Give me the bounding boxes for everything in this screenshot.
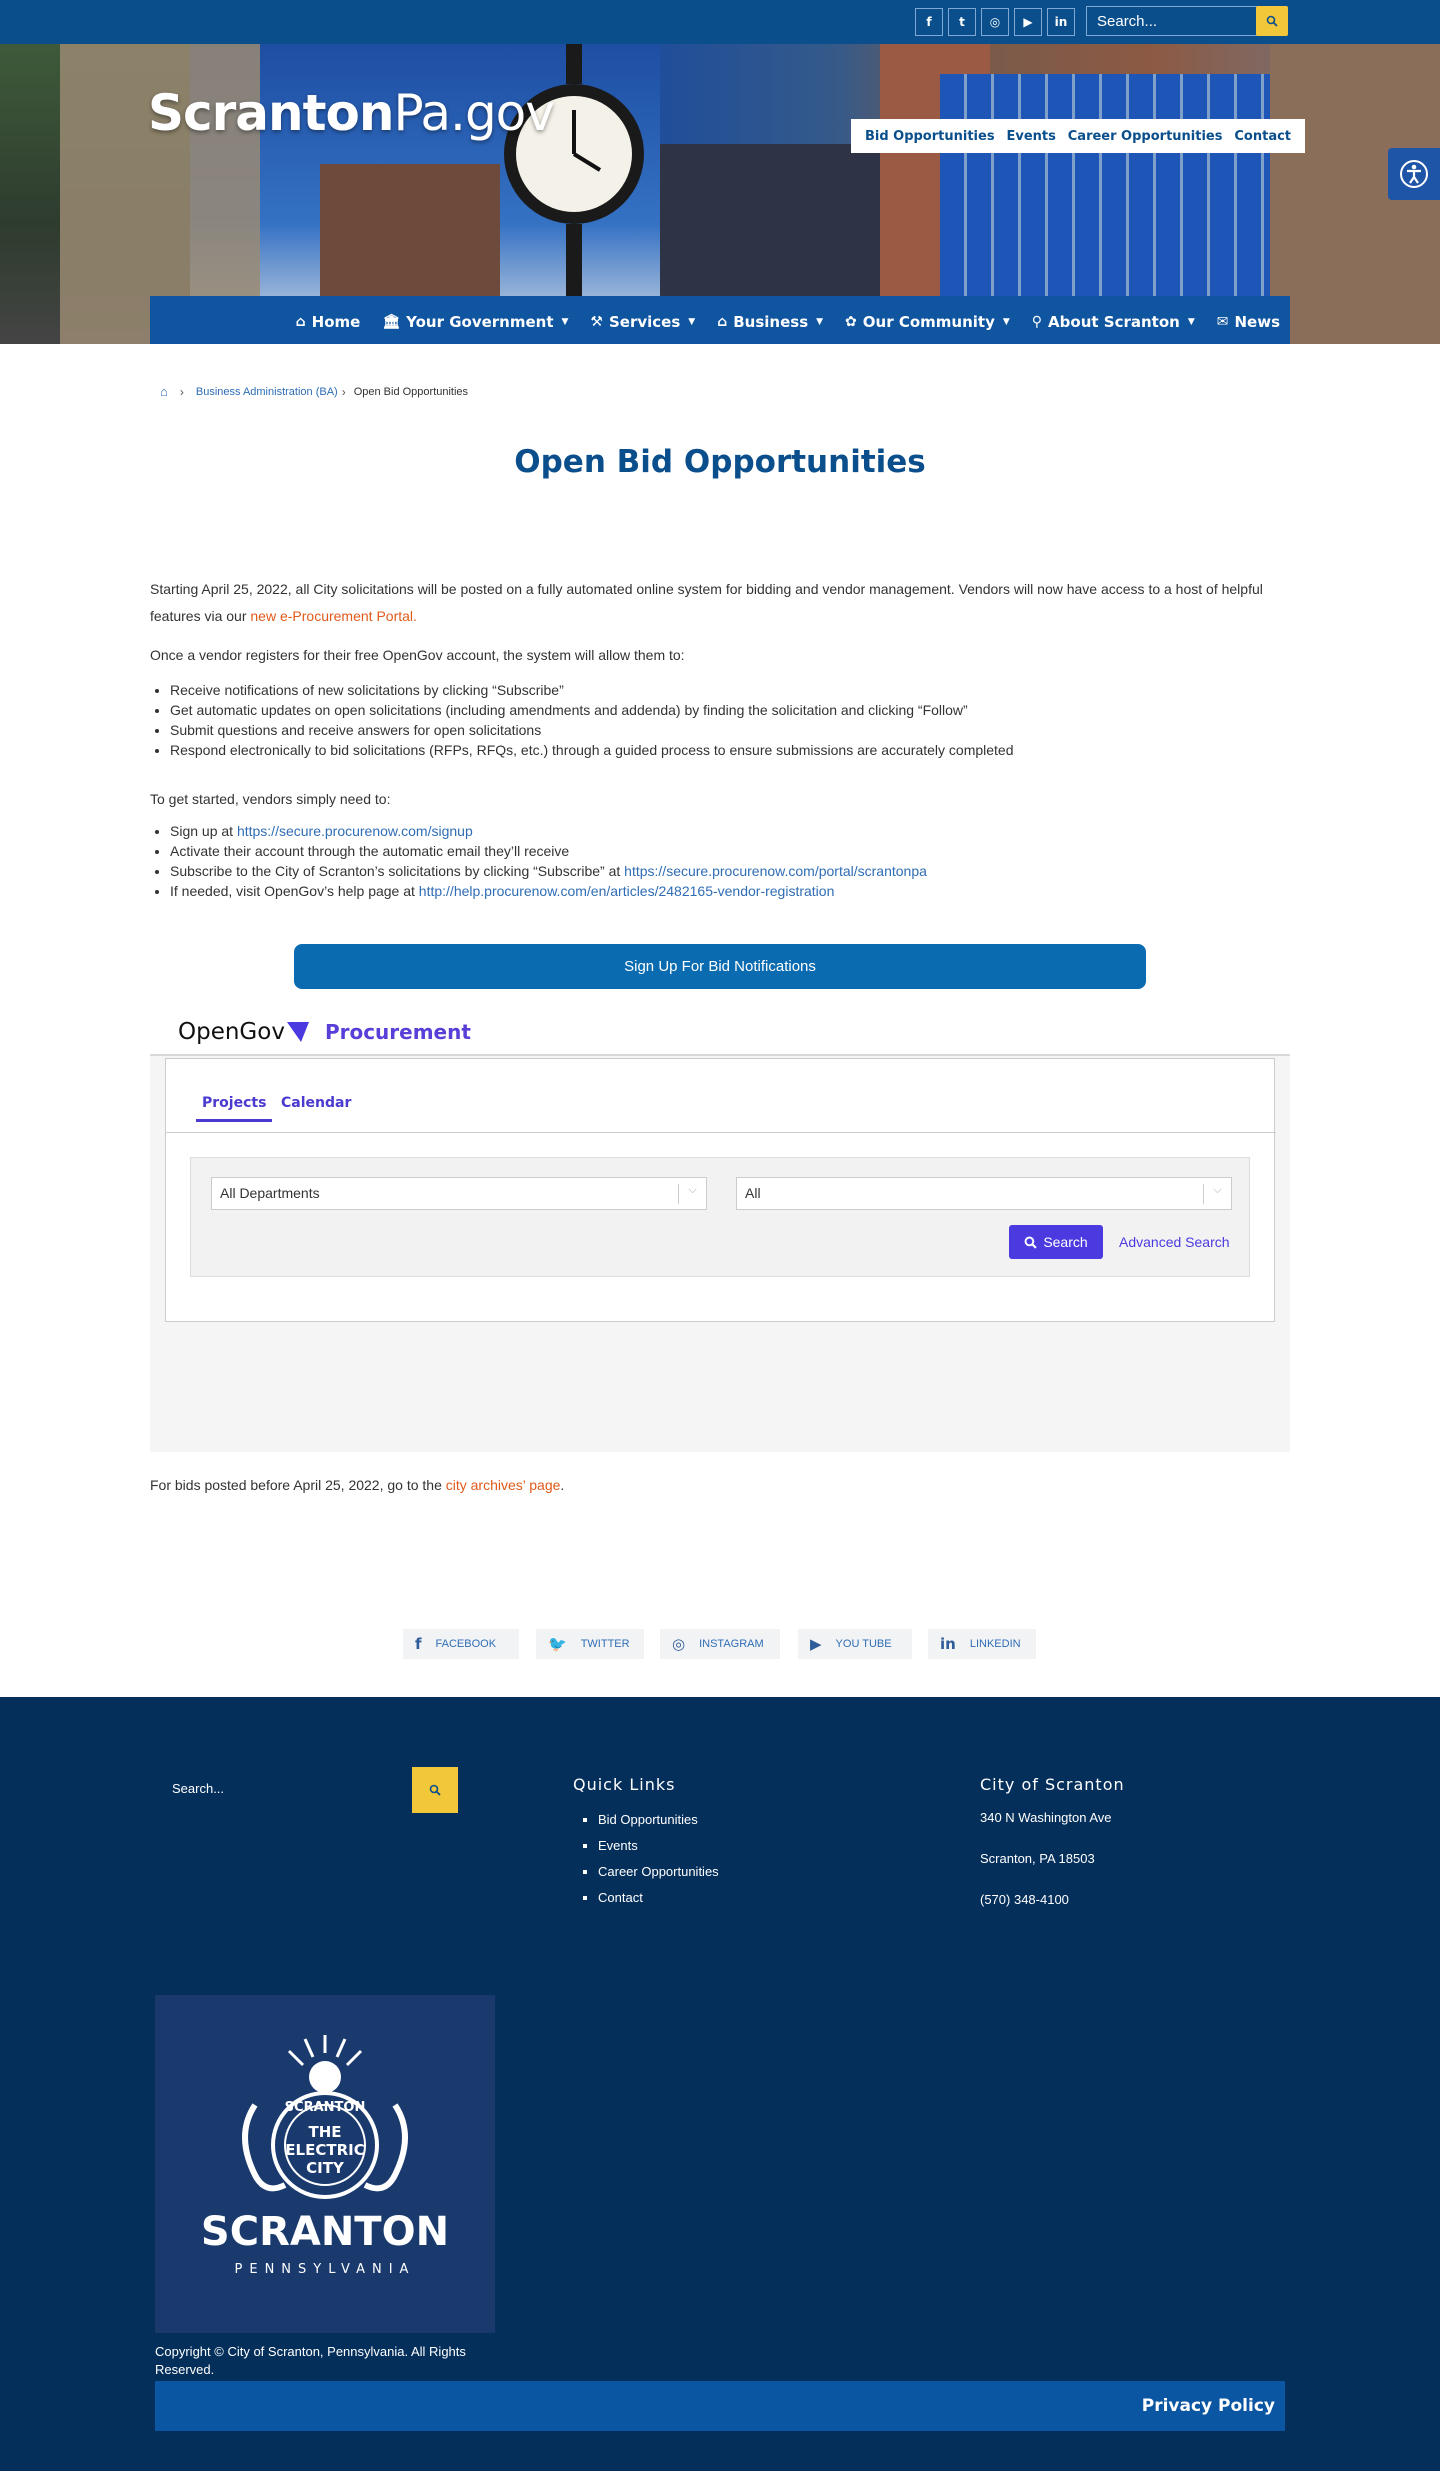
footer-facebook-link[interactable] xyxy=(403,1629,519,1659)
breadcrumb-separator: › xyxy=(341,384,346,399)
youtube-icon: ▶ xyxy=(810,1635,822,1653)
intro-paragraph xyxy=(150,576,1290,629)
breadcrumb-separator: › xyxy=(179,384,184,399)
features-list xyxy=(150,680,1290,760)
opengov-header xyxy=(150,1010,1290,1056)
quick-link-bid-opportunities[interactable]: Bid Opportunities xyxy=(864,128,995,144)
advanced-search-link[interactable]: Advanced Search xyxy=(1119,1234,1230,1250)
nav-services[interactable] xyxy=(590,313,695,331)
instagram-icon: ◎ xyxy=(672,1635,686,1653)
nav-our-community-label: Our Community xyxy=(862,313,995,331)
quick-link-career-opportunities[interactable]: Career Opportunities xyxy=(1067,128,1223,144)
privacy-policy-link[interactable]: Privacy Policy xyxy=(1141,2396,1275,2416)
opengov-card xyxy=(165,1058,1275,1322)
seal-name-text: SCRANTON xyxy=(200,2209,450,2255)
footer-phone: (570) 348-4100 xyxy=(980,1892,1069,1907)
footer-search-button[interactable] xyxy=(412,1767,458,1813)
government-icon: 🏛 xyxy=(382,314,401,330)
list-item xyxy=(170,821,1290,841)
footer-youtube-label: YOU TUBE xyxy=(835,1638,892,1650)
youtube-icon[interactable]: ▶ xyxy=(1014,8,1042,36)
breadcrumb-home-icon[interactable]: ⌂ xyxy=(160,384,168,399)
footer-instagram-link[interactable] xyxy=(660,1629,780,1659)
search-icon xyxy=(1266,15,1278,27)
accessibility-icon xyxy=(1399,159,1429,189)
seal-top-text: SCRANTON xyxy=(284,2100,366,2115)
archive-text: For bids posted before April 25, 2022, go to the xyxy=(150,1477,446,1493)
facebook-icon[interactable]: f xyxy=(915,8,943,36)
portal-link[interactable]: https://secure.procurenow.com/portal/scrantonpa xyxy=(624,863,927,879)
intro-paragraph-2: Once a vendor registers for their free OpenGov account, the system will allow them to: xyxy=(150,647,685,663)
twitter-icon: 🐦 xyxy=(548,1635,567,1653)
city-seal-image xyxy=(155,1995,495,2333)
search-icon xyxy=(1024,1236,1037,1249)
tab-projects[interactable]: Projects xyxy=(196,1095,272,1122)
community-icon: ✿ xyxy=(845,314,857,330)
accessibility-button[interactable] xyxy=(1388,148,1440,200)
department-select[interactable] xyxy=(211,1177,707,1210)
footer-youtube-link[interactable] xyxy=(798,1629,912,1659)
map-pin-icon: ⚲ xyxy=(1031,314,1043,330)
opengov-tabs xyxy=(166,1059,1276,1133)
list-item: • Receive notifications of new solicitations by clicking “Subscribe” xyxy=(170,680,1290,700)
footer-link-contact[interactable]: ▪ Contact xyxy=(598,1885,719,1911)
footer-city-title: City of Scranton xyxy=(980,1775,1125,1794)
top-search-button[interactable] xyxy=(1256,6,1288,36)
signup-link[interactable]: https://secure.procurenow.com/signup xyxy=(236,823,473,839)
megaphone-icon: ✉ xyxy=(1216,314,1229,330)
seal-mid-text-2: ELECTRIC xyxy=(285,2141,365,2159)
footer-linkedin-link[interactable] xyxy=(928,1629,1036,1659)
nav-about-scranton-label: About Scranton xyxy=(1048,313,1180,331)
twitter-icon[interactable]: t xyxy=(948,8,976,36)
intro-text: Starting April 25, 2022, all City solicitations will be posted on a fully automated online system for bidding and vendor management. Vendors will now have access to a host of helpful features via our xyxy=(150,581,1263,624)
opengov-product: Procurement xyxy=(324,1020,471,1044)
site-logo[interactable]: ScrantonPa.gov xyxy=(148,84,554,142)
quick-link-contact[interactable]: Contact xyxy=(1234,128,1292,144)
breadcrumb xyxy=(160,384,468,399)
footer-twitter-link[interactable] xyxy=(536,1629,644,1659)
nav-your-government-label: Your Government xyxy=(406,313,554,331)
nav-our-community[interactable] xyxy=(845,313,1010,331)
footer-twitter-label: TWITTER xyxy=(580,1638,630,1650)
list-item: • Get automatic updates on open solicitations (including amendments and addenda) by finding the solicitation and clicking “Follow” xyxy=(170,700,1290,720)
nav-about-scranton[interactable] xyxy=(1032,313,1195,331)
opengov-filter-panel xyxy=(190,1157,1250,1277)
list-item: • Submit questions and receive answers for open solicitations xyxy=(170,720,1290,740)
facebook-icon: f xyxy=(415,1635,422,1653)
chevron-down-icon: ⌵ xyxy=(1203,1184,1231,1204)
nav-your-government[interactable] xyxy=(382,313,568,331)
city-archives-link[interactable]: city archives’ page xyxy=(445,1477,561,1493)
nav-business[interactable] xyxy=(717,313,823,331)
main-navigation xyxy=(150,296,1290,344)
site-footer xyxy=(0,1697,1440,2471)
list-item: • Activate their account through the automatic email they’ll receive xyxy=(170,841,1290,861)
copyright: Copyright © City of Scranton, Pennsylvania. All Rights Reserved. xyxy=(155,2344,466,2377)
caret-down-icon: ▼ xyxy=(1187,317,1195,327)
instagram-icon[interactable]: ◎ xyxy=(981,8,1009,36)
linkedin-icon[interactable]: in xyxy=(1047,8,1075,36)
list-item xyxy=(170,861,1290,881)
seal-mid-text-3: CITY xyxy=(306,2159,344,2177)
linkedin-icon: in xyxy=(940,1635,956,1653)
status-select[interactable] xyxy=(736,1177,1232,1210)
footer-link-events[interactable]: ▪ Events xyxy=(598,1833,719,1859)
opengov-logo-icon xyxy=(287,1022,309,1042)
search-button-label: Search xyxy=(1043,1234,1088,1250)
seal-state-text: PENNSYLVANIA xyxy=(234,2262,416,2277)
store-icon: ⌂ xyxy=(717,314,728,330)
footer-address-line-1: 340 N Washington Ave xyxy=(980,1810,1112,1825)
top-bar xyxy=(0,0,1440,44)
list-item: • Respond electronically to bid solicitations (RFPs, RFQs, etc.) through a guided process to ensure submissions are accurately completed xyxy=(170,740,1290,760)
tab-calendar[interactable]: Calendar xyxy=(281,1095,352,1111)
footer-address-line-2: Scranton, PA 18503 xyxy=(980,1851,1095,1866)
opengov-search-button[interactable] xyxy=(1009,1225,1103,1259)
hero-banner xyxy=(0,44,1440,344)
archive-end: . xyxy=(560,1477,565,1493)
footer-link-bid-opportunities[interactable]: ▪ Bid Opportunities xyxy=(598,1807,719,1833)
nav-business-label: Business xyxy=(733,313,809,331)
footer-facebook-label: FACEBOOK xyxy=(435,1638,497,1650)
footer-quick-links-title: Quick Links xyxy=(573,1775,676,1794)
breadcrumb-current: Open Bid Opportunities xyxy=(353,385,469,398)
help-page-link[interactable]: http://help.procurenow.com/en/articles/2482165-vendor-registration xyxy=(418,883,835,899)
nav-home[interactable] xyxy=(296,313,361,331)
nav-news[interactable] xyxy=(1217,313,1280,331)
chevron-down-icon: ⌵ xyxy=(678,1184,706,1204)
footer-instagram-label: INSTAGRAM xyxy=(699,1638,764,1650)
nav-home-label: Home xyxy=(311,313,361,331)
nav-services-label: Services xyxy=(608,313,681,331)
caret-down-icon: ▼ xyxy=(816,317,824,327)
list-item xyxy=(170,881,1290,901)
caret-down-icon: ▼ xyxy=(688,317,696,327)
quick-links-bar xyxy=(851,119,1305,153)
nav-news-label: News xyxy=(1234,313,1280,331)
steps-list xyxy=(150,821,1290,901)
opengov-brand: OpenGov xyxy=(178,1019,285,1045)
step-text: Sign up at xyxy=(170,823,237,839)
search-icon xyxy=(429,1784,441,1796)
archive-note xyxy=(150,1472,1290,1499)
status-select-value: All xyxy=(745,1185,761,1201)
step-text: Subscribe to the City of Scranton’s solicitations by clicking “Subscribe” at xyxy=(170,863,625,879)
breadcrumb-parent[interactable]: Business Administration (BA) xyxy=(195,385,338,398)
caret-down-icon: ▼ xyxy=(561,317,569,327)
top-search-input[interactable]: Search... xyxy=(1086,6,1260,36)
opengov-logo xyxy=(178,1019,309,1045)
e-procurement-portal-link[interactable]: new e-Procurement Portal. xyxy=(250,607,417,624)
caret-down-icon: ▼ xyxy=(1002,317,1010,327)
privacy-policy-bar xyxy=(155,2381,1285,2431)
city-seal-logo xyxy=(155,1995,495,2333)
sign-up-bid-notifications-button[interactable]: Sign Up For Bid Notifications xyxy=(294,944,1146,989)
step-text: If needed, visit OpenGov’s help page at xyxy=(170,883,419,899)
footer-linkedin-label: LINKEDIN xyxy=(969,1638,1021,1650)
footer-quick-links xyxy=(598,1807,719,1911)
footer-search-input[interactable]: Search... xyxy=(160,1767,412,1813)
hammer-icon: ⚒ xyxy=(590,314,603,330)
steps-intro: To get started, vendors simply need to: xyxy=(150,791,391,807)
quick-link-events[interactable]: Events xyxy=(1006,128,1056,144)
seal-mid-text-1: THE xyxy=(308,2123,342,2141)
page-title: Open Bid Opportunities xyxy=(514,444,926,480)
home-icon: ⌂ xyxy=(295,314,306,330)
department-select-value: All Departments xyxy=(220,1185,320,1201)
footer-link-career-opportunities[interactable]: ▪ Career Opportunities xyxy=(598,1859,719,1885)
opengov-frame xyxy=(150,1056,1290,1452)
